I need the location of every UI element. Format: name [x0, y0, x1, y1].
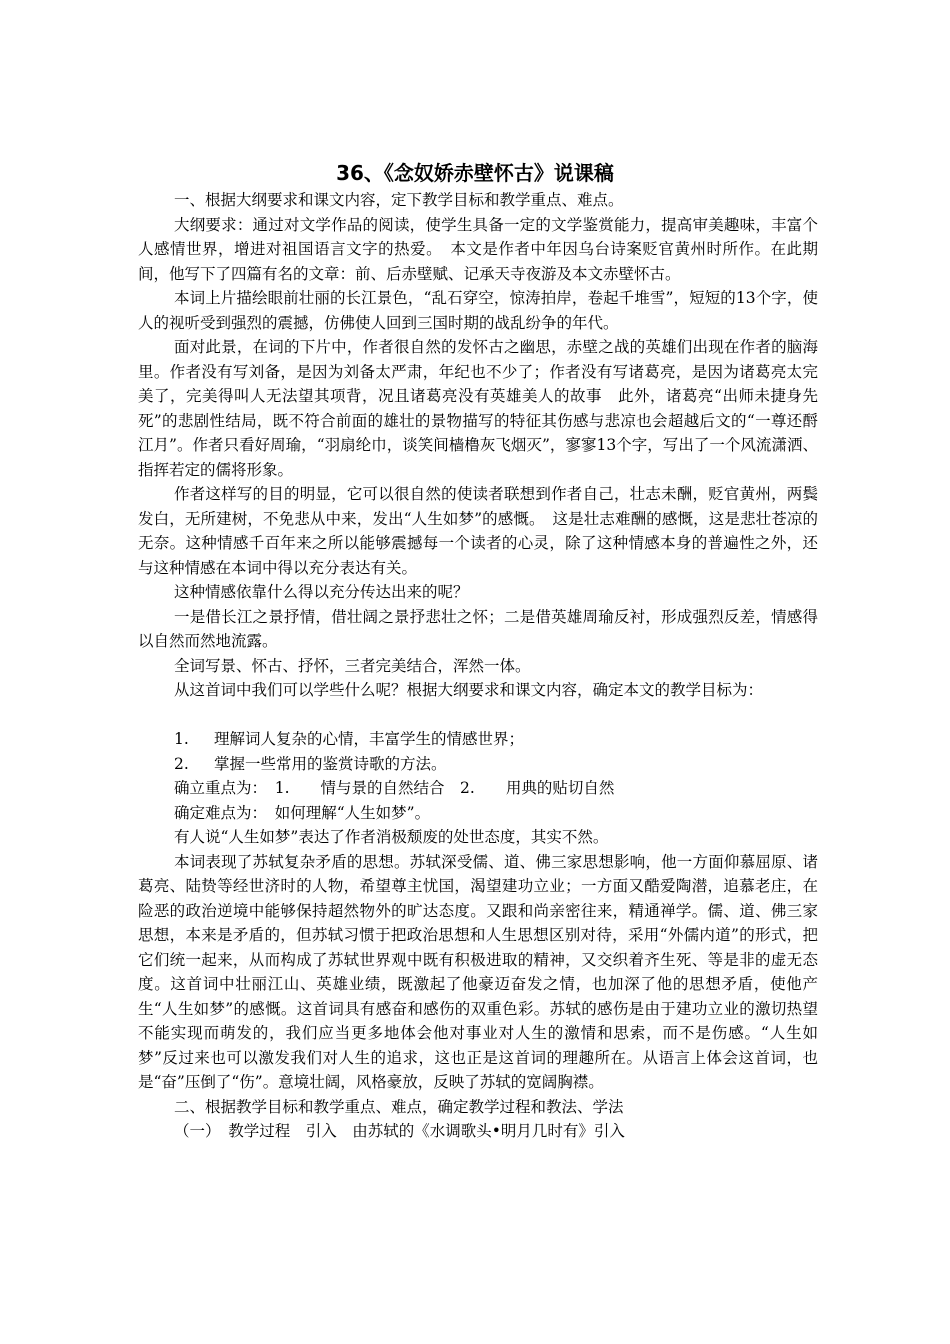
goal-number: 1. — [174, 730, 189, 748]
document-title: 36、《念奴娇赤壁怀古》说课稿 — [336, 161, 614, 185]
paragraph-opinion: 有人说“人生如梦”表达了作者消极颓废的处世态度，其实不然。 — [174, 828, 609, 846]
paragraph-teaching-process: （一） 教学过程 引入 由苏轼的《水调歌头•明月几时有》引入 — [174, 1122, 625, 1140]
paragraph-upper-stanza: 本词上片描绘眼前壮丽的长江景色，“乱石穿空，惊涛拍岸，卷起千堆雪”，短短的13个字，使人的视听受到强烈的震撼，仿佛使人回到三国时期的战乱纷争的年代。 — [138, 289, 818, 332]
document-body — [138, 188, 818, 1144]
blank-line — [138, 703, 818, 728]
goal-item — [138, 727, 818, 752]
paragraph-section-two-heading: 二、根据教学目标和教学重点、难点，确定教学过程和教法、学法 — [174, 1097, 624, 1116]
goal-item — [138, 752, 818, 777]
goal-text: 理解词人复杂的心情，丰富学生的情感世界； — [214, 730, 525, 748]
paragraph-key-points: 确立重点为： 1. 情与景的自然结合 2. 用典的贴切自然 — [174, 779, 615, 797]
paragraph-syllabus: 大纲要求：通过对文学作品的阅读，使学生具备一定的文学鉴赏能力，提高审美趣味，丰富个人感情世界，增进对祖国语言文字的热爱。 本文是作者中年因乌台诗案贬官黄州时所作。在此期间，他写下了四篇有名的文章：前、后赤壁赋、记承天寺夜游及本文赤壁怀古。 — [138, 215, 818, 283]
paragraph-difficulty: 确定难点为： 如何理解“人生如梦”。 — [174, 803, 431, 822]
paragraph-purpose: 作者这样写的目的明显，它可以很自然的使读者联想到作者自己，壮志未酬，贬官黄州，两鬓发白，无所建树，不免悲从中来，发出“人生如梦”的感慨。 这是壮志难酬的感慨，这是悲壮苍凉的无奈。这种情感千百年来之所以能够震撼每一个读者的心灵，除了这种情感本身的普遍性之外，还与这种情感在本词中得以充分表达有关。 — [138, 485, 818, 577]
paragraph-goals-intro: 从这首词中我们可以学些什么呢？根据大纲要求和课文内容，确定本文的教学目标为： — [174, 681, 764, 699]
paragraph-section-one-heading: 一、根据大纲要求和课文内容，定下教学目标和教学重点、难点。 — [174, 191, 624, 209]
goal-text: 掌握一些常用的鉴赏诗歌的方法。 — [214, 754, 447, 773]
paragraph-analysis: 本词表现了苏轼复杂矛盾的思想。苏轼深受儒、道、佛三家思想影响，他一方面仰慕屈原、诸葛亮、陆贽等经世济时的人物，希望尊主忧国，渴望建功立业；一方面又酷爱陶潜，追慕老庄，在险恶的政治逆境中能够保持超然物外的旷达态度。又跟和尚亲密往来，精通禅学。儒、道、佛三家思想，本来是矛盾的，但苏轼习惯于把政治思想和人生思想区别对待，采用“外儒内道”的形式，把它们统一起来，从而构成了苏轼世界观中既有积极进取的精神，又交织着齐生死、等是非的虚无态度。这首词中壮丽江山、英雄业绩，既激起了他豪迈奋发之情，也加深了他的思想矛盾，使他产生“人生如梦”的感慨。这首词具有感奋和感伤的双重色彩。苏轼的感伤是由于建功立业的激切热望不能实现而萌发的，我们应当更多地体会他对事业对人生的激情和思索，而不是伤感。“人生如梦”反过来也可以激发我们对人生的追求，这也正是这首词的理趣所在。从语言上体会这首词，也是“奋”压倒了“伤”。意境壮阔，风格豪放，反映了苏轼的宽阔胸襟。 — [138, 852, 818, 1091]
paragraph-lower-stanza: 面对此景，在词的下片中，作者很自然的发怀古之幽思，赤壁之战的英雄们出现在作者的脑海里。作者没有写刘备，是因为刘备太严肃，年纪也不少了；作者没有写诸葛亮，是因为诸葛亮太完美了，完美得叫人无法望其项背，况且诸葛亮没有英雄美人的故事 此外，诸葛亮“出师未捷身先死”的悲剧性结局，既不符合前面的雄壮的景物描写的特征其伤感与悲凉也会超越后文的“一尊还酹江月”。作者只看好周瑜，“羽扇纶巾，谈笑间樯橹灰飞烟灭”，寥寥13个字，写出了一个风流潇洒、指挥若定的儒将形象。 — [138, 338, 818, 479]
paragraph-summary: 全词写景、怀古、抒怀，三者完美结合，浑然一体。 — [174, 656, 531, 675]
paragraph-question: 这种情感依靠什么得以充分传达出来的呢？ — [174, 583, 469, 601]
goal-number: 2. — [174, 754, 189, 773]
paragraph-answer: 一是借长江之景抒情，借壮阔之景抒悲壮之怀；二是借英雄周瑜反衬，形成强烈反差，情感得以自然而然地流露。 — [138, 607, 818, 650]
